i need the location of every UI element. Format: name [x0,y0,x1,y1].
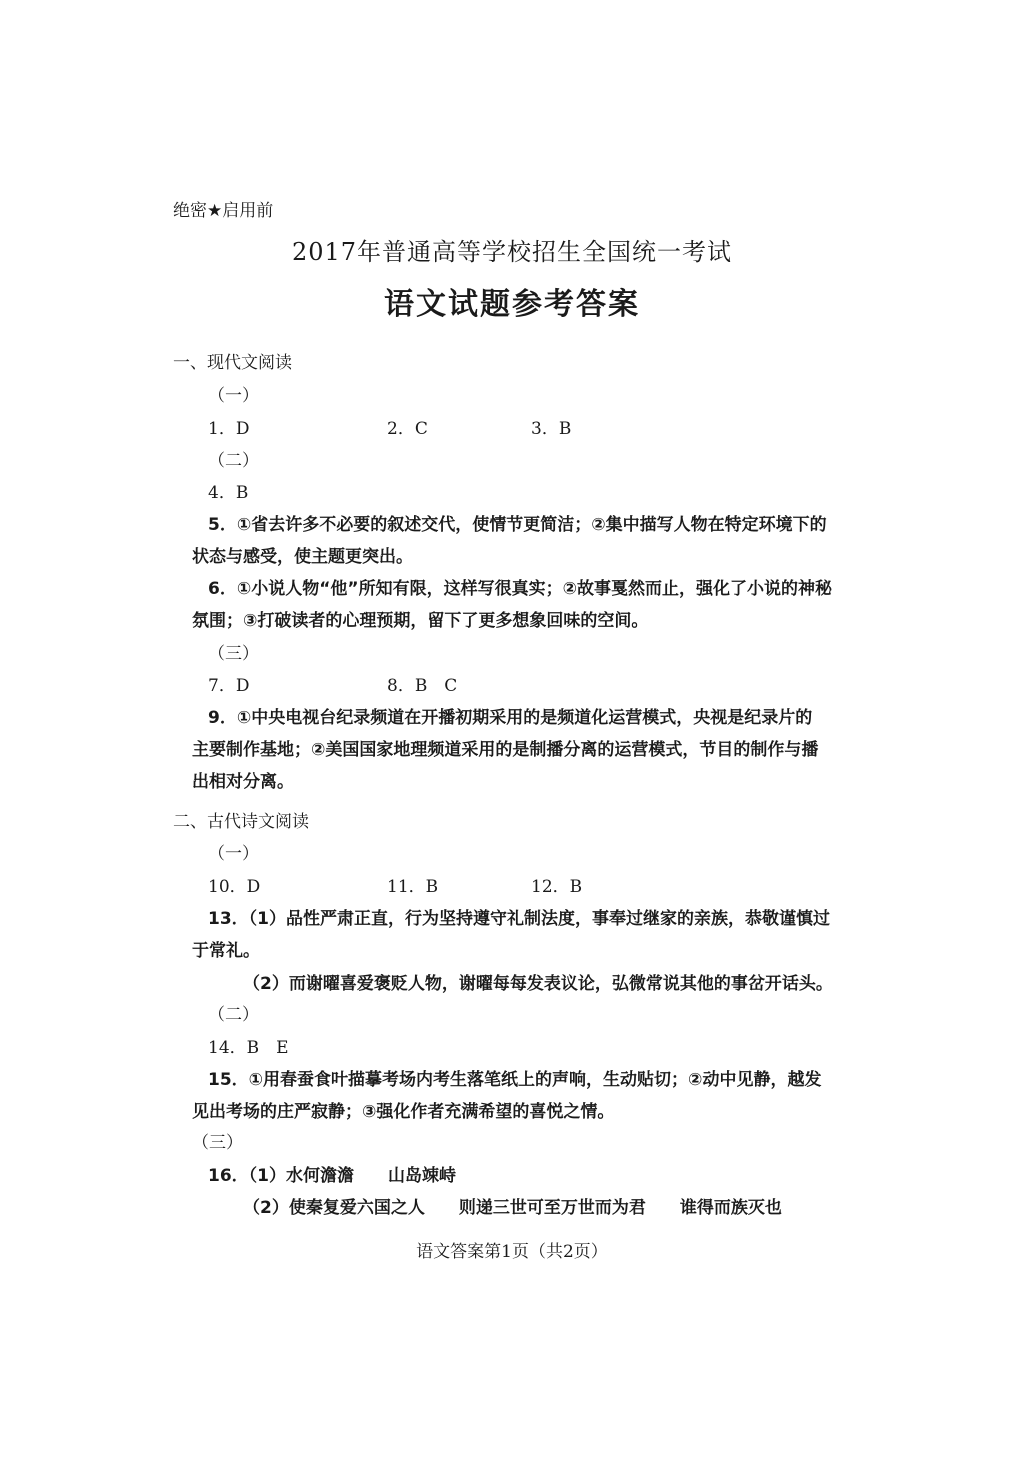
doc-title: 语文试题参考答案 [384,287,640,322]
answer-q1: 1．D [208,419,250,439]
answer-q9-line3: 出相对分离。 [192,772,294,792]
section2-part3-label: （三） [192,1133,243,1153]
section1-part3-label: （三） [208,644,259,664]
answer-q3: 3．B [531,419,572,439]
answer-q16-line1: 16．（1）水何澹澹 山岛竦峙 [208,1166,456,1186]
answer-q4: 4．B [208,483,249,503]
exam-title: 2017年普通高等学校招生全国统一考试 [291,238,733,266]
classification-label: 绝密★启用前 [173,201,274,221]
answer-q5-line2: 状态与感受，使主题更突出。 [192,547,413,567]
answer-q11: 11．B [387,877,439,897]
answer-q15-line2: 见出考场的庄严寂静；③强化作者充满希望的喜悦之情。 [192,1102,615,1122]
section1-part1-label: （一） [208,386,259,406]
answer-q15-line1: 15．①用春蚕食叶描摹考场内考生落笔纸上的声响，生动贴切；②动中见静，越发 [208,1070,822,1090]
answer-q13-line3: （2）而谢曜喜爱褒贬人物，谢曜每每发表议论，弘微常说其他的事岔开话头。 [243,974,833,994]
section1-heading: 一、现代文阅读 [173,353,292,373]
section1-part2-label: （二） [208,451,259,471]
answer-q7: 7．D [208,676,250,696]
answer-q13-line1: 13．（1）品性严肃正直，行为坚持遵守礼制法度，事奉过继家的亲族，恭敬谨慎过 [208,909,830,929]
answer-q5-line1: 5．①省去许多不必要的叙述交代，使情节更简洁；②集中描写人物在特定环境下的 [208,515,827,535]
section2-part1-label: （一） [208,844,259,864]
answer-q6-line1: 6．①小说人物“他”所知有限，这样写很真实；②故事戛然而止，强化了小说的神秘 [208,579,832,599]
answer-q12: 12．B [531,877,583,897]
answer-q14: 14．B E [208,1038,289,1058]
answer-q16-line2: （2）使秦复爱六国之人 则递三世可至万世而为君 谁得而族灭也 [243,1198,782,1218]
section2-part2-label: （二） [208,1005,259,1025]
answer-q10: 10．D [208,877,261,897]
answer-q8: 8．B C [387,676,458,696]
page-footer: 语文答案第1页（共2页） [416,1242,608,1262]
answer-q13-line2: 于常礼。 [192,941,260,961]
answer-q2: 2．C [387,419,428,439]
answer-q9-line1: 9．①中央电视台纪录频道在开播初期采用的是频道化运营模式，央视是纪录片的 [208,708,813,728]
answer-q6-line2: 氛围；③打破读者的心理预期，留下了更多想象回味的空间。 [192,611,649,631]
section2-heading: 二、古代诗文阅读 [173,812,309,832]
answer-q9-line2: 主要制作基地；②美国国家地理频道采用的是制播分离的运营模式，节目的制作与播 [192,740,819,760]
